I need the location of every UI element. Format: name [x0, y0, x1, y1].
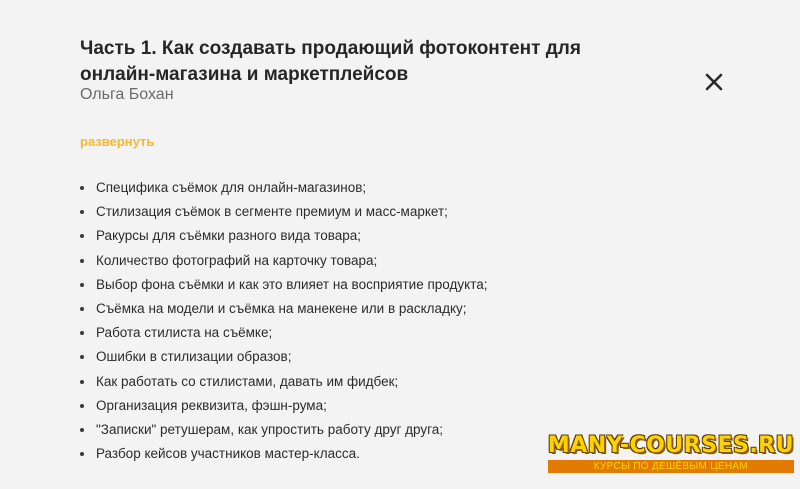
bullet-icon — [80, 307, 84, 311]
watermark-title: MANY-COURSES.RU — [547, 433, 794, 458]
author-name: Ольга Бохан — [80, 86, 174, 103]
list-item-text: Стилизация съёмок в сегменте премиум и масс-маркет; — [96, 204, 448, 220]
watermark-subtitle: КУРСЫ ПО ДЕШЁВЫМ ЦЕНАМ — [548, 460, 794, 473]
bullet-icon — [80, 355, 84, 359]
list-item — [80, 442, 488, 466]
site-watermark — [548, 434, 794, 473]
list-item — [80, 200, 488, 224]
list-item — [80, 345, 488, 369]
list-item-text: Выбор фона съёмки и как это влияет на восприятие продукта; — [96, 276, 488, 292]
topics-list — [80, 176, 488, 466]
list-item-text: Как работать со стилистами, давать им фидбек; — [96, 373, 399, 389]
list-item — [80, 273, 488, 297]
list-item — [80, 394, 488, 418]
bullet-icon — [80, 331, 84, 335]
list-item-text: Организация реквизита, фэшн-рума; — [96, 397, 327, 413]
close-button[interactable] — [700, 68, 728, 96]
list-item-text: Съёмка на модели и съёмка на манекене или в раскладку; — [96, 300, 467, 316]
bullet-icon — [80, 259, 84, 263]
close-icon — [700, 68, 728, 96]
list-item-text: Количество фотографий на карточку товара; — [96, 252, 378, 268]
list-item-text: Ошибки в стилизации образов; — [96, 349, 292, 365]
list-item-text: Специфика съёмок для онлайн-магазинов; — [96, 180, 367, 195]
bullet-icon — [80, 283, 84, 287]
list-item-text: "Записки" ретушерам, как упростить работу друг друга; — [96, 421, 444, 437]
bullet-icon — [80, 210, 84, 214]
list-item — [80, 297, 488, 321]
expand-link[interactable]: развернуть — [80, 134, 155, 149]
list-item — [80, 176, 488, 200]
bullet-icon — [80, 452, 84, 456]
list-item — [80, 370, 488, 394]
list-item — [80, 321, 488, 345]
list-item — [80, 224, 488, 248]
list-item-text: Ракурсы для съёмки разного вида товара; — [96, 228, 362, 244]
list-item — [80, 249, 488, 273]
course-part-title: Часть 1. Как создавать продающий фотоконтент для онлайн-магазина и маркетплейсов — [80, 38, 581, 85]
bullet-icon — [80, 404, 84, 408]
bullet-icon — [80, 186, 84, 190]
list-item — [80, 418, 488, 442]
bullet-icon — [80, 428, 84, 432]
bullet-icon — [80, 234, 84, 238]
list-item-text: Разбор кейсов участников мастер-класса. — [96, 446, 360, 462]
bullet-icon — [80, 380, 84, 384]
list-item-text: Работа стилиста на съёмке; — [96, 325, 273, 341]
